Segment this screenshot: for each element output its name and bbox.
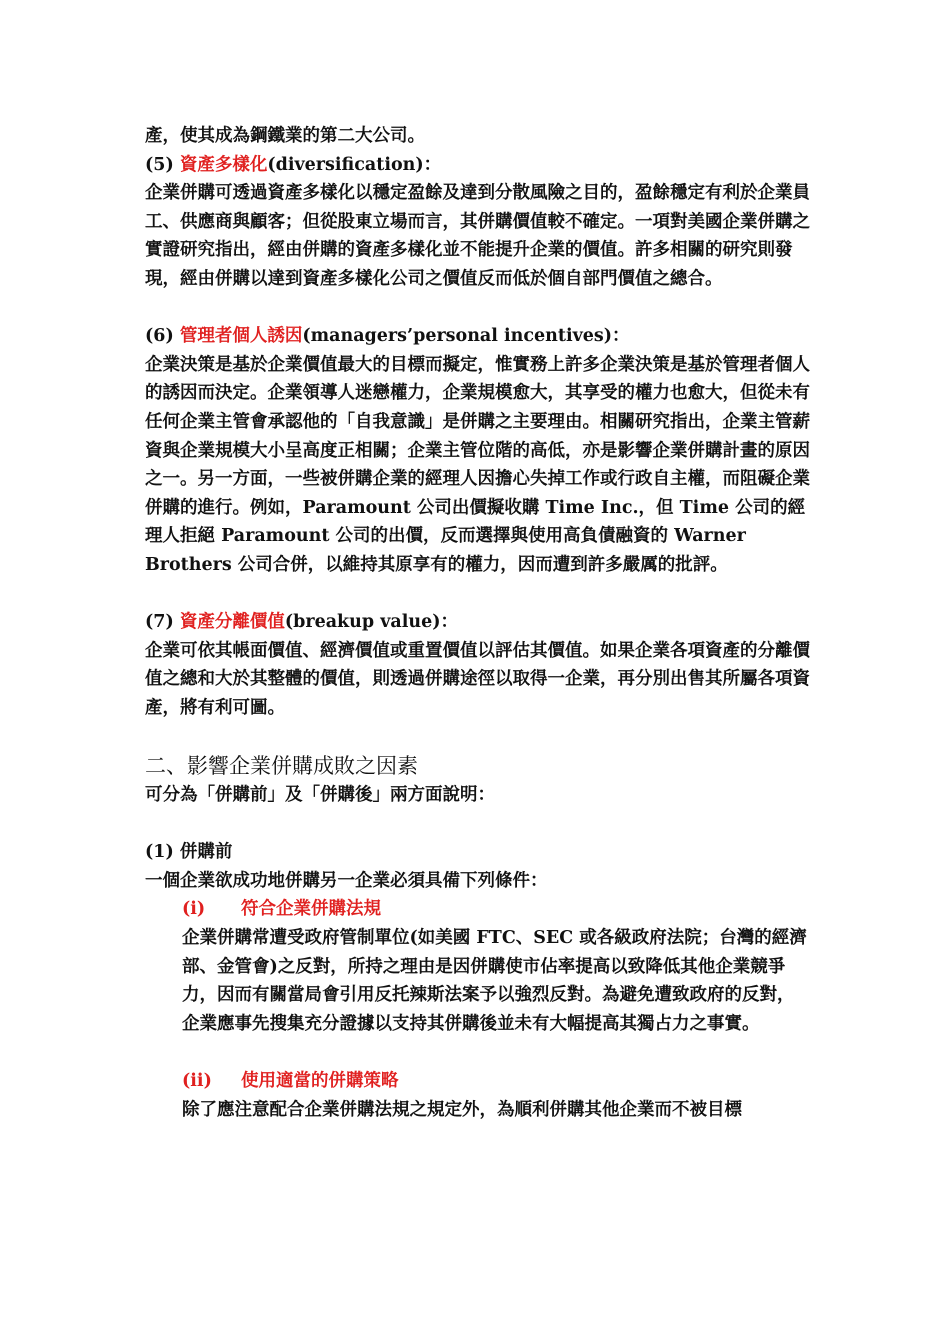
blank-line bbox=[145, 810, 810, 839]
condition-2-body: 除了應注意配合企業併購法規之規定外，為順利併購其他企業而不被目標 bbox=[182, 1099, 742, 1120]
blank-line bbox=[145, 580, 810, 609]
section-number: (7) bbox=[145, 612, 174, 633]
condition-title: 使用適當的併購策略 bbox=[241, 1071, 399, 1091]
section-number: (6) bbox=[145, 326, 174, 347]
condition-title: 符合企業併購法規 bbox=[241, 899, 381, 920]
condition-1-heading bbox=[182, 895, 810, 924]
part-2-intro: 可分為「併購前」及「併購後」兩方面說明： bbox=[145, 785, 495, 806]
section-5-heading bbox=[145, 151, 810, 180]
section-6-heading bbox=[145, 322, 810, 351]
condition-2-heading bbox=[182, 1067, 810, 1096]
subsection-1-intro: 一個企業欲成功地併購另一企業必須具備下列條件： bbox=[145, 870, 548, 891]
condition-list bbox=[145, 895, 810, 1124]
section-7-heading bbox=[145, 608, 810, 637]
blank-line bbox=[145, 294, 810, 323]
section-title-highlight: 資產多樣化 bbox=[179, 154, 268, 175]
part-2-heading: 二、影響企業併購成敗之因素 bbox=[145, 754, 418, 779]
continued-line: 產，使其成為鋼鐵業的第二大公司。 bbox=[145, 126, 425, 146]
section-title-suffix: (breakup value)： bbox=[284, 612, 459, 633]
blank-line bbox=[145, 722, 810, 751]
section-title-highlight: 管理者個人誘因 bbox=[179, 326, 303, 347]
subsection-1-title: (1) 併購前 bbox=[145, 842, 233, 863]
section-6-body: 企業決策是基於企業價值最大的目標而擬定，惟實務上許多企業決策是基於管理者個人的誘因而決定。企業領導人迷戀權力，企業規模愈大，其享受的權力也愈大，但從未有任何企業主管會承認他的「自我意識」是併購之主要理由。相關研究指出，企業主管薪資與企業規模大小呈高度正相關；企業主管位階的高低，亦是影響企業併購計畫的原因之一。另一方面，一些被併購企業的經理人因擔心失掉工作或行政自主權，而阻礙企業併購的進行。例如，Paramount 公司出價擬收購 Time Inc.，但 Time 公司的經理人拒絕 Paramount 公司的出價，反而選擇與使用高負債融資的 Warner Brothers 公司合併，以維持其原享有的權力，因而遭到許多嚴厲的批評。 bbox=[145, 354, 810, 575]
section-title-suffix: (diversification)： bbox=[267, 154, 442, 175]
condition-number: (ii) bbox=[182, 1071, 212, 1091]
section-7-body: 企業可依其帳面價值、經濟價值或重置價值以評估其價值。如果企業各項資產的分離價值之總和大於其整體的價值，則透過併購途徑以取得一企業，再分別出售其所屬各項資產，將有利可圖。 bbox=[145, 640, 810, 718]
section-title-highlight: 資產分離價值 bbox=[179, 612, 285, 633]
section-5-body: 企業併購可透過資產多樣化以穩定盈餘及達到分散風險之目的，盈餘穩定有利於企業員工、供應商與顧客；但從股東立場而言，其併購價值較不確定。一項對美國企業併購之實證研究指出，經由併購的資產多樣化並不能提升企業的價值。許多相關的研究則發現，經由併購以達到資產多樣化公司之價值反而低於個自部門價值之總合。 bbox=[145, 183, 810, 289]
document-body bbox=[145, 122, 810, 1124]
section-title-suffix: (managers’personal incentives)： bbox=[302, 326, 630, 347]
condition-1-body: 企業併購常遭受政府管制單位(如美國 FTC、SEC 或各級政府法院；台灣的經濟部、金管會)之反對，所持之理由是因併購使市佔率提高以致降低其他企業競爭力，因而有關當局會引用反托辣斯法案予以強烈反對。為避免遭致政府的反對，企業應事先搜集充分證據以支持其併購後並未有大幅提高其獨占力之事實。 bbox=[182, 928, 807, 1034]
blank-line bbox=[182, 1038, 810, 1067]
condition-number: (i) bbox=[182, 899, 206, 920]
section-number: (5) bbox=[145, 154, 174, 175]
